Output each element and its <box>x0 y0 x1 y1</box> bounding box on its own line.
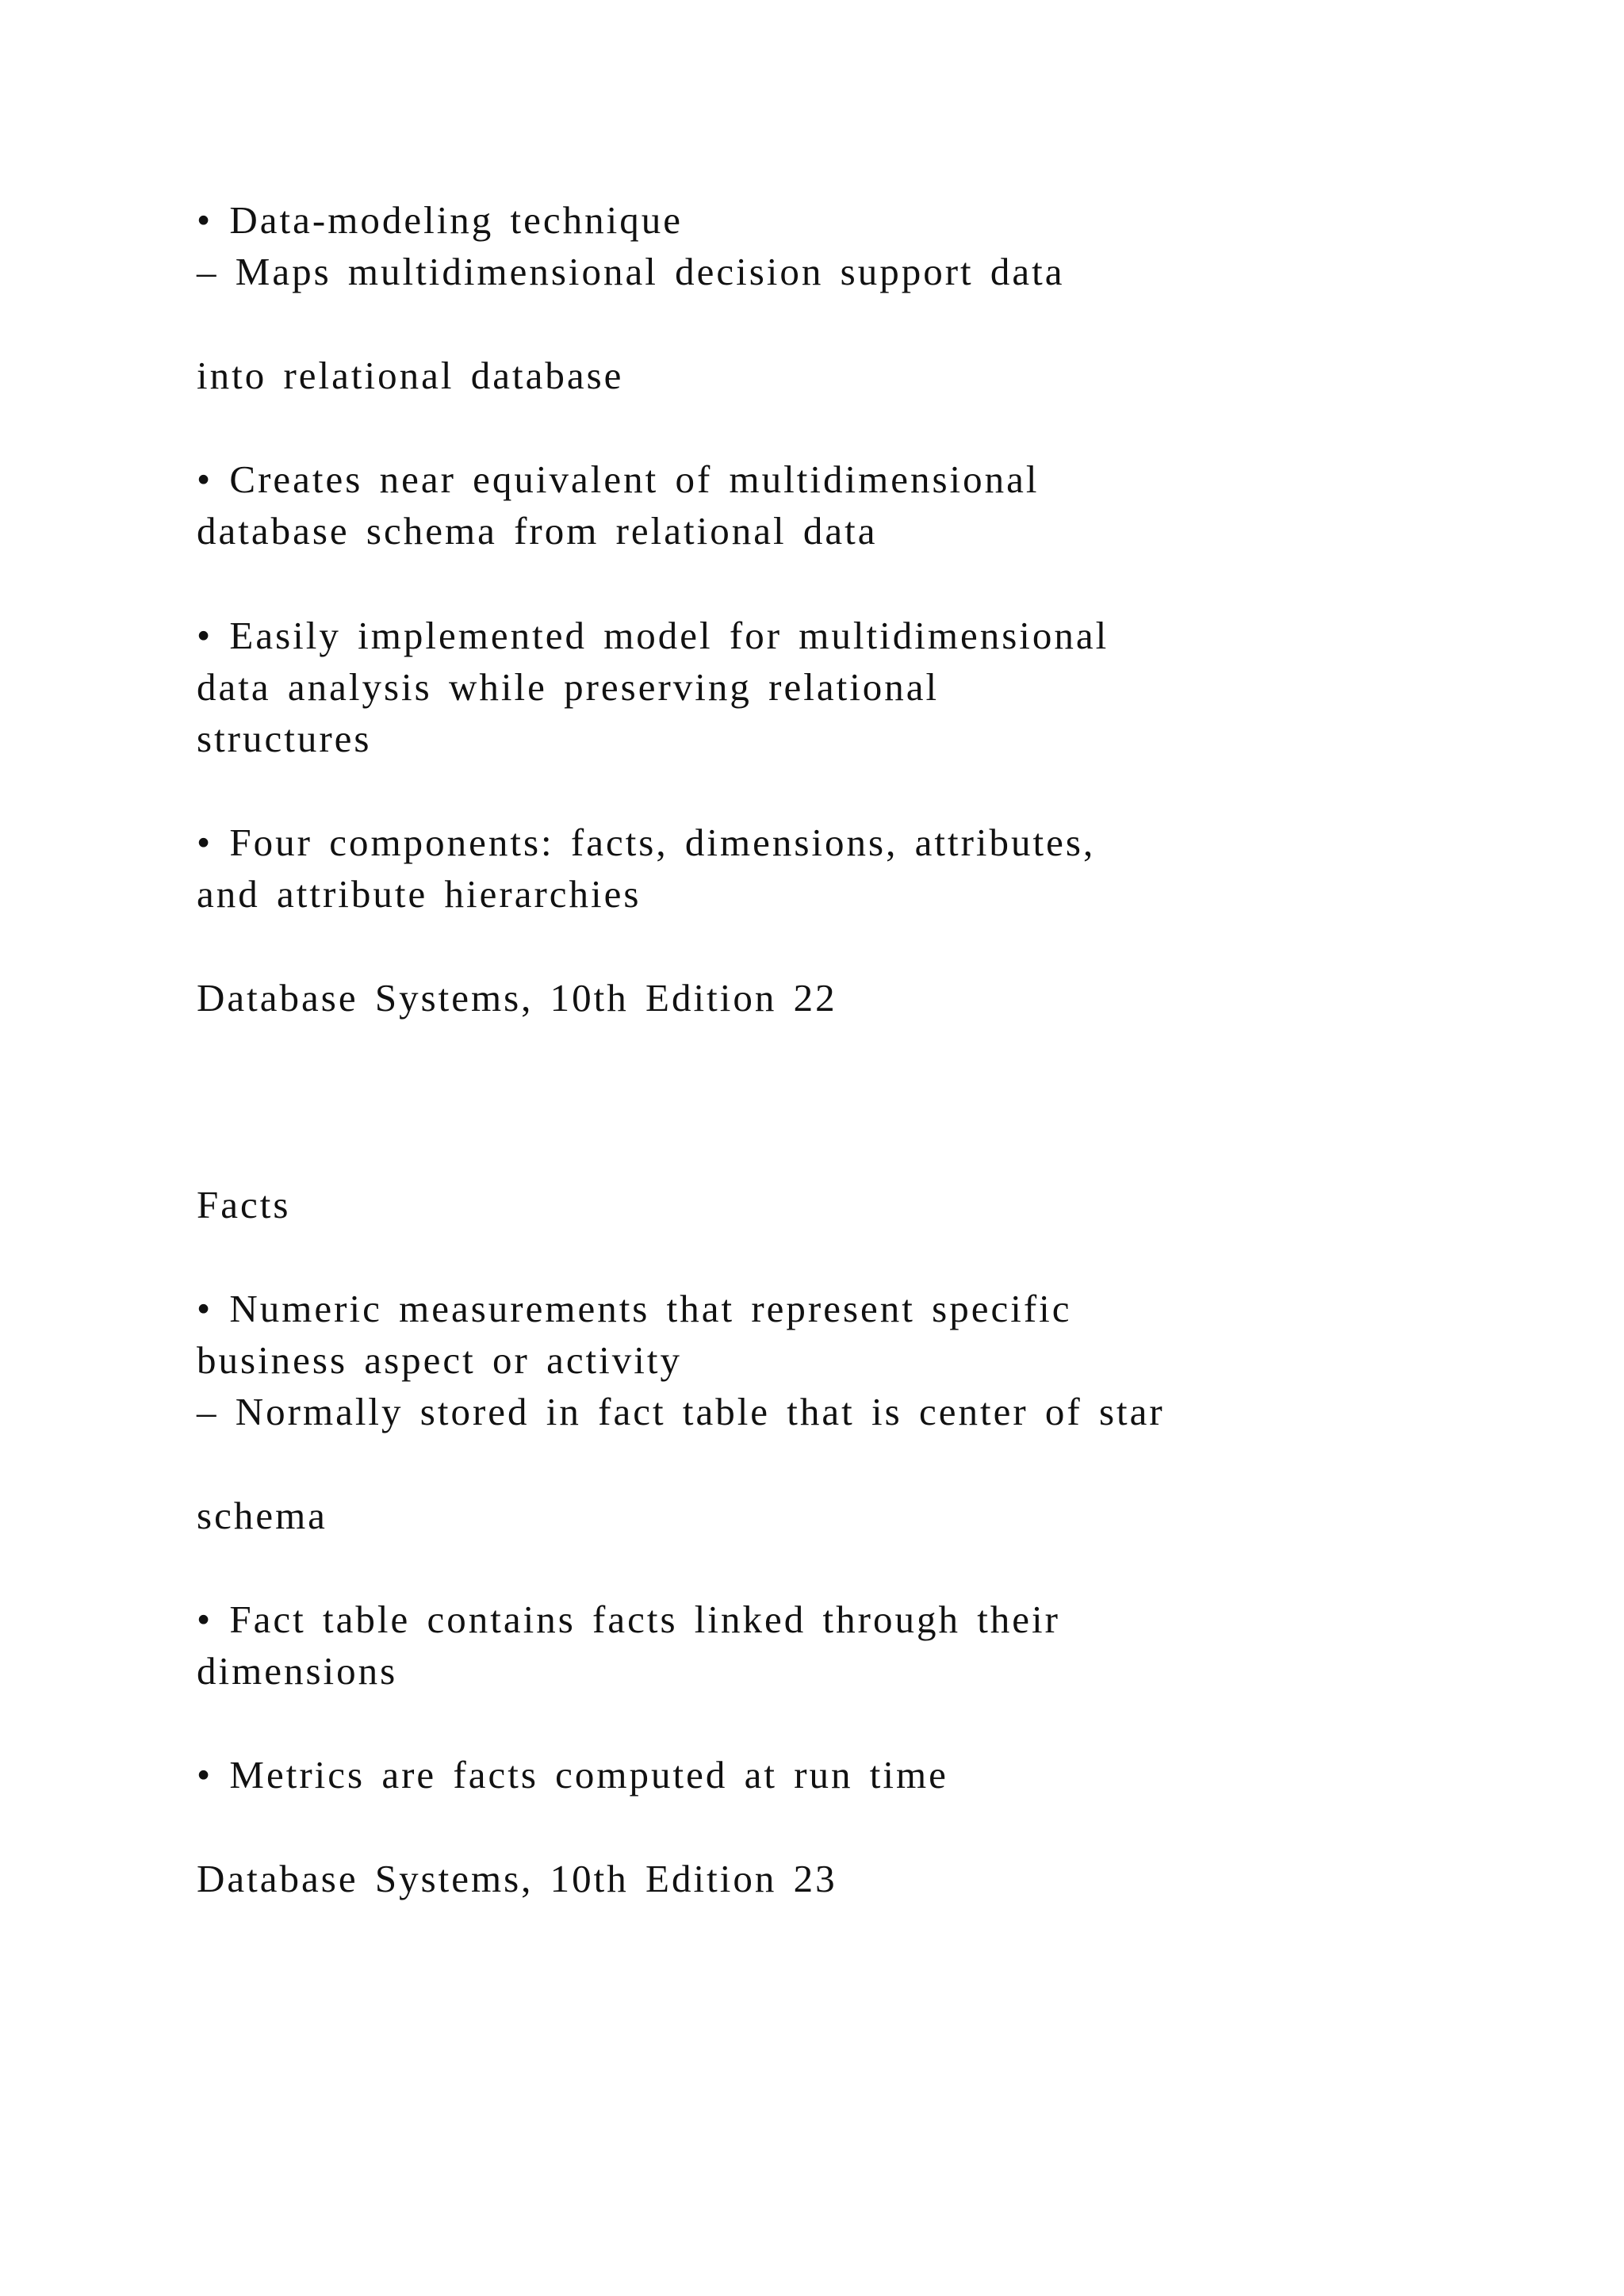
bullet-easily-implemented-line-2: data analysis while preserving relational <box>197 665 940 709</box>
sub-bullet-continuation-schema: schema <box>197 1494 327 1537</box>
bullet-easily-implemented-line-1: • Easily implemented model for multidimensional <box>197 614 1109 657</box>
bullet-fact-table-contains-line-2: dimensions <box>197 1649 398 1693</box>
bullet-numeric-measurements-line-2: business aspect or activity <box>197 1338 683 1382</box>
bullet-data-modeling-technique: • Data-modeling technique <box>197 198 684 242</box>
bullet-four-components-line-2: and attribute hierarchies <box>197 872 642 916</box>
bullet-metrics-computed: • Metrics are facts computed at run time <box>197 1753 948 1797</box>
bullet-four-components-line-1: • Four components: facts, dimensions, attributes, <box>197 821 1096 864</box>
bullet-creates-near-equivalent-line-2: database schema from relational data <box>197 509 878 553</box>
bullet-easily-implemented-line-3: structures <box>197 717 372 760</box>
section-heading-facts: Facts <box>197 1183 291 1226</box>
bullet-numeric-measurements-line-1: • Numeric measurements that represent specific <box>197 1287 1072 1330</box>
slide-footer-22: Database Systems, 10th Edition 22 <box>197 976 837 1020</box>
bullet-fact-table-contains-line-1: • Fact table contains facts linked through their <box>197 1598 1060 1641</box>
bullet-creates-near-equivalent-line-1: • Creates near equivalent of multidimensional <box>197 457 1040 501</box>
sub-bullet-normally-stored: – Normally stored in fact table that is center of star <box>197 1390 1165 1433</box>
sub-bullet-maps-multidimensional: – Maps multidimensional decision support data <box>197 250 1065 293</box>
slide-footer-23: Database Systems, 10th Edition 23 <box>197 1857 837 1900</box>
sub-bullet-continuation: into relational database <box>197 354 624 397</box>
